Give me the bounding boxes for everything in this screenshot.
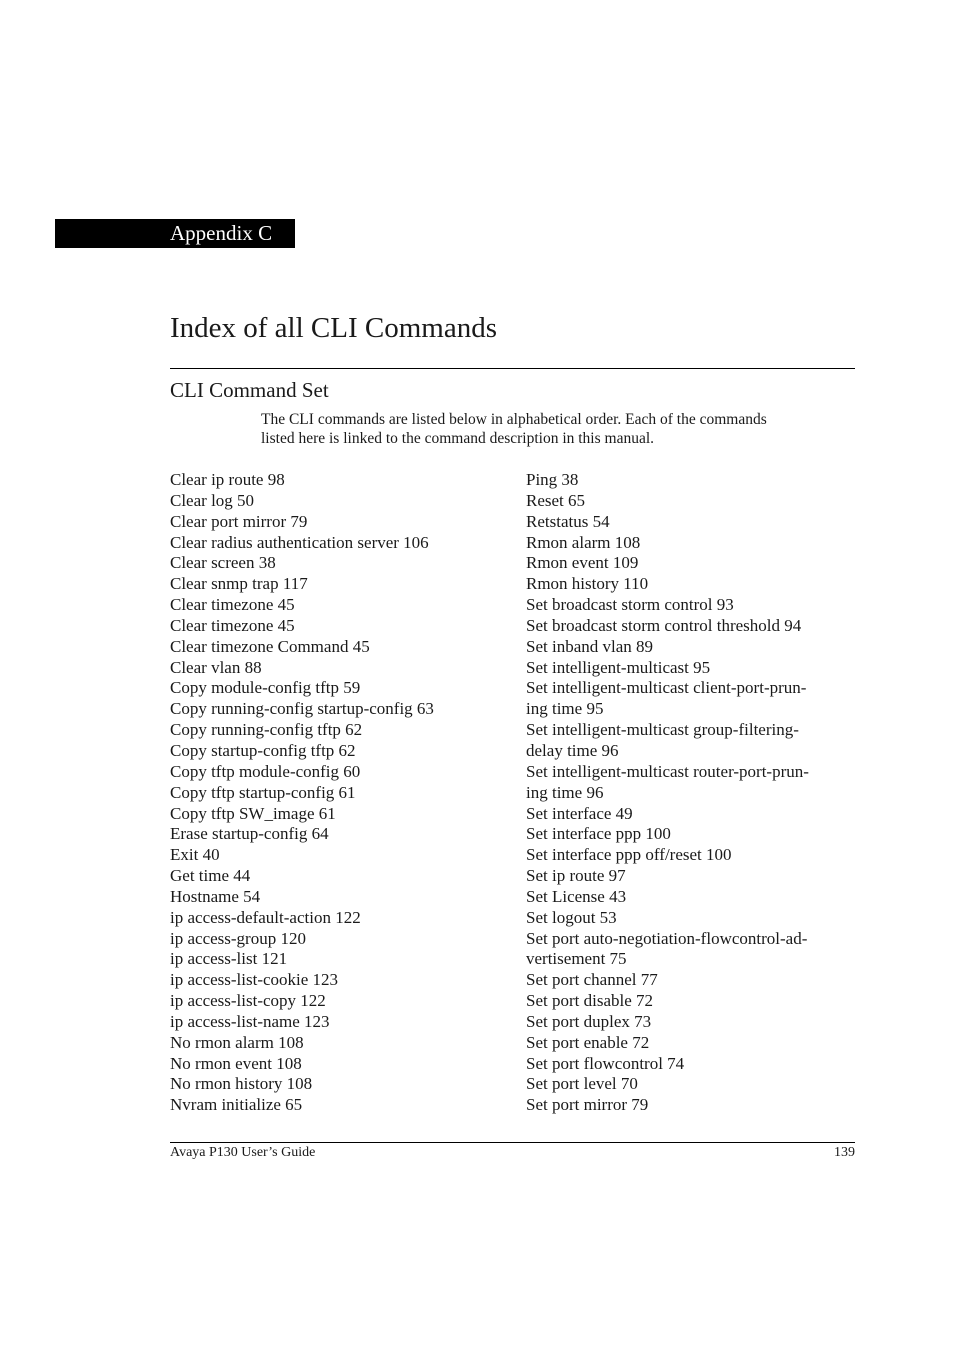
index-entry: Hostname 54 (170, 886, 261, 906)
index-entry: Clear timezone Command 45 (170, 636, 370, 656)
index-entry: Set port duplex 73 (526, 1011, 652, 1031)
index-entry: Rmon history 110 (526, 574, 649, 594)
index-entry: Clear log 50 (170, 490, 255, 510)
index-entry: Set interface ppp 100 (526, 824, 671, 844)
page-title: Index of all CLI Commands (170, 312, 498, 344)
index-entry: ing time 96 (526, 782, 604, 802)
index-entry: Clear ip route 98 (170, 470, 285, 489)
index-left-column (170, 470, 510, 1116)
index-entry: Set License 43 (526, 886, 627, 906)
index-entry: No rmon history 108 (170, 1074, 313, 1094)
index-entry: ing time 95 (526, 699, 604, 719)
index-entry: Set interface ppp off/reset 100 (526, 845, 732, 865)
index-entry: Set interface 49 (526, 803, 633, 823)
index-entry: Set port disable 72 (526, 991, 654, 1011)
index-entry: Set port mirror 79 (526, 1095, 649, 1115)
index-entry: Set port level 70 (526, 1074, 638, 1094)
index-entry: vertisement 75 (526, 949, 627, 969)
index-entry: Set port enable 72 (526, 1032, 650, 1052)
index-entry: ip access-list-name 123 (170, 1011, 330, 1031)
intro-line-2: listed here is linked to the command description in this manual. (261, 430, 655, 447)
index-entry: ip access-list-cookie 123 (170, 970, 339, 990)
footer-page-number: 139 (834, 1145, 855, 1160)
index-entry: Set logout 53 (526, 907, 617, 927)
index-entry: Rmon event 109 (526, 553, 639, 573)
index-entry: Set intelligent-multicast 95 (526, 657, 711, 677)
section-title: CLI Command Set (170, 378, 329, 402)
index-entry: Set intelligent-multicast router-port-prun- (526, 761, 809, 781)
index-entry: Clear vlan 88 (170, 657, 262, 677)
index-entry: Clear screen 38 (170, 553, 276, 573)
index-entry: ip access-list 121 (170, 949, 288, 969)
footer-divider (170, 1142, 855, 1143)
index-entry: Clear radius authentication server 106 (170, 532, 429, 552)
index-entry: Copy startup-config tftp 62 (170, 740, 356, 760)
index-entry: Nvram initialize 65 (170, 1095, 303, 1115)
index-entry: No rmon alarm 108 (170, 1032, 304, 1052)
index-entry: Rmon alarm 108 (526, 532, 641, 552)
index-entry: Set port flowcontrol 74 (526, 1053, 685, 1073)
appendix-label (55, 219, 295, 248)
index-entry: No rmon event 108 (170, 1053, 302, 1073)
index-entry: Set broadcast storm control threshold 94 (526, 615, 802, 635)
index-entry: Set broadcast storm control 93 (526, 595, 734, 615)
index-entry: Set port channel 77 (526, 970, 658, 990)
index-entry: Set inband vlan 89 (526, 636, 654, 656)
index-entry: Set ip route 97 (526, 866, 626, 886)
index-entry: Copy running-config tftp 62 (170, 720, 363, 740)
index-entry: Get time 44 (170, 866, 251, 886)
index-entry: Copy running-config startup-config 63 (170, 699, 434, 719)
index-entry: Clear timezone 45 (170, 595, 295, 615)
index-entry: Clear port mirror 79 (170, 511, 308, 531)
index-entry: ip access-list-copy 122 (170, 991, 326, 1011)
index-entry: delay time 96 (526, 740, 619, 760)
index-entry: Copy tftp SW_image 61 (170, 803, 336, 823)
index-entry: Copy module-config tftp 59 (170, 678, 361, 698)
index-entry: Copy tftp startup-config 61 (170, 782, 356, 802)
index-entry: Ping 38 (526, 470, 579, 489)
index-entry: Retstatus 54 (526, 511, 610, 531)
index-entry: Reset 65 (526, 490, 586, 510)
intro-line-1: The CLI commands are listed below in alphabetical order. Each of the commands (261, 411, 767, 428)
index-entry: Set intelligent-multicast client-port-prun- (526, 678, 807, 698)
index-right-column (526, 470, 866, 1116)
index-entry: Clear snmp trap 117 (170, 574, 308, 594)
index-entry: ip access-default-action 122 (170, 907, 361, 927)
title-divider (170, 368, 855, 369)
intro-paragraph (261, 410, 855, 448)
footer-guide-title: Avaya P130 User’s Guide (170, 1145, 316, 1160)
index-entry: Clear timezone 45 (170, 615, 295, 635)
index-entry: Set intelligent-multicast group-filtering- (526, 720, 799, 740)
index-entry: ip access-group 120 (170, 928, 306, 948)
appendix-label-text: Appendix C (170, 221, 273, 245)
index-entry: Copy tftp module-config 60 (170, 761, 361, 781)
index-entry: Exit 40 (170, 845, 220, 865)
index-entry: Set port auto-negotiation-flowcontrol-ad- (526, 928, 808, 948)
index-entry: Erase startup-config 64 (170, 824, 329, 844)
